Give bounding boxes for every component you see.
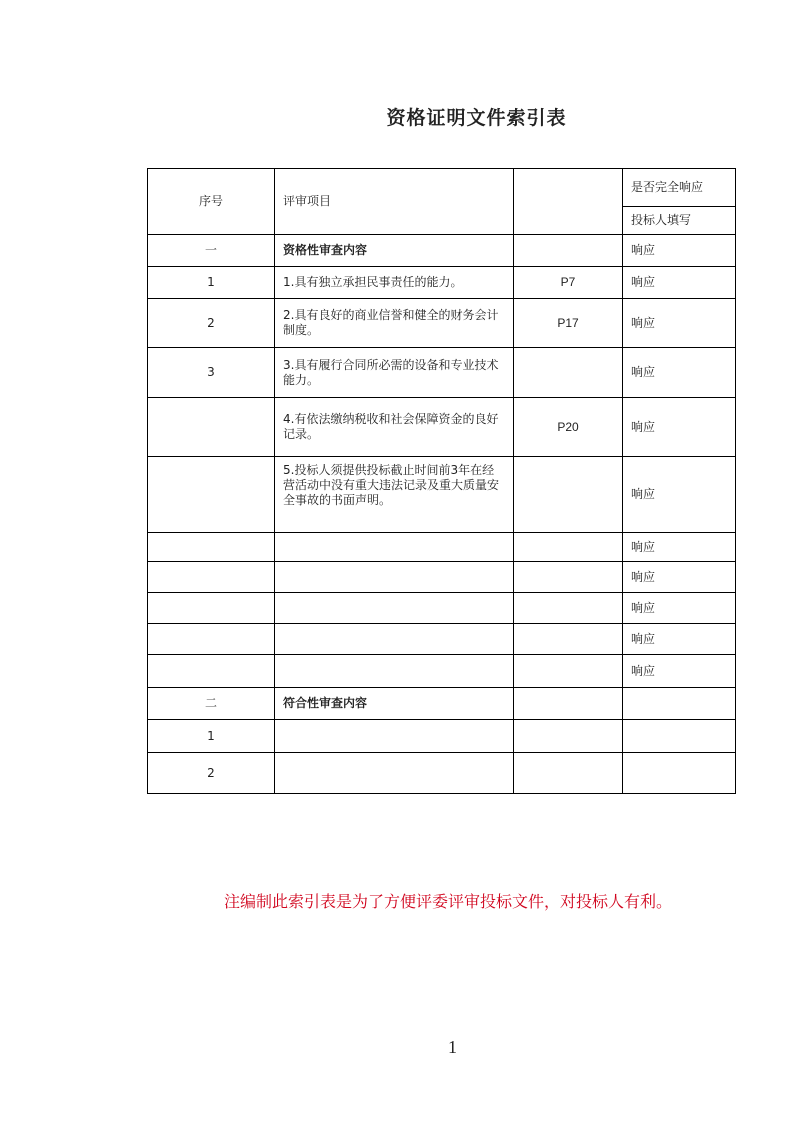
table-row	[148, 398, 736, 457]
section-seq: 一	[148, 235, 275, 267]
row-response: 响应	[623, 593, 736, 624]
section-row	[148, 235, 736, 267]
row-seq	[148, 533, 275, 562]
section-response	[623, 688, 736, 720]
row-page	[514, 624, 623, 655]
row-response: 响应	[623, 299, 736, 348]
row-seq: 1	[148, 720, 275, 753]
table-row	[148, 753, 736, 794]
row-item: 5.投标人须提供投标截止时间前3年在经营活动中没有重大违法记录及重大质量安全事故的书面声明。	[275, 457, 514, 533]
footnote: 注编制此索引表是为了方便评委评审投标文件，对投标人有利。	[224, 892, 673, 911]
row-response: 响应	[623, 398, 736, 457]
section-row	[148, 688, 736, 720]
row-seq: 2	[148, 753, 275, 794]
row-seq	[148, 457, 275, 533]
row-response: 响应	[623, 533, 736, 562]
row-page	[514, 457, 623, 533]
row-page: P7	[514, 267, 623, 299]
table-row	[148, 593, 736, 624]
row-response: 响应	[623, 562, 736, 593]
row-seq: 2	[148, 299, 275, 348]
header-row	[148, 169, 736, 207]
row-seq: 3	[148, 348, 275, 398]
row-seq	[148, 398, 275, 457]
row-item: 3.具有履行合同所必需的设备和专业技术能力。	[275, 348, 514, 398]
header-seq: 序号	[148, 169, 275, 235]
row-response: 响应	[623, 267, 736, 299]
table-row	[148, 562, 736, 593]
section-label: 资格性审查内容	[275, 235, 514, 267]
row-page	[514, 720, 623, 753]
table-row	[148, 624, 736, 655]
row-item	[275, 533, 514, 562]
section-seq: 二	[148, 688, 275, 720]
page-number: 1	[448, 1037, 457, 1057]
section-response: 响应	[623, 235, 736, 267]
row-response: 响应	[623, 457, 736, 533]
row-item: 4.有依法缴纳税收和社会保障资金的良好记录。	[275, 398, 514, 457]
row-seq: 1	[148, 267, 275, 299]
row-item: 2.具有良好的商业信誉和健全的财务会计制度。	[275, 299, 514, 348]
section-page	[514, 235, 623, 267]
row-item	[275, 593, 514, 624]
row-response: 响应	[623, 624, 736, 655]
section-page	[514, 688, 623, 720]
row-item	[275, 655, 514, 688]
row-item	[275, 562, 514, 593]
header-item: 评审项目	[275, 169, 514, 235]
header-response-bottom: 投标人填写	[623, 207, 736, 235]
header-page	[514, 169, 623, 235]
table-row	[148, 348, 736, 398]
table-row	[148, 267, 736, 299]
index-table	[147, 168, 736, 794]
document-title: 资格证明文件索引表	[386, 107, 567, 129]
row-seq	[148, 562, 275, 593]
row-seq	[148, 593, 275, 624]
row-page: P20	[514, 398, 623, 457]
row-seq	[148, 655, 275, 688]
header-response-top: 是否完全响应	[623, 169, 736, 207]
row-page	[514, 562, 623, 593]
row-item	[275, 753, 514, 794]
row-page	[514, 348, 623, 398]
table-row	[148, 299, 736, 348]
row-page	[514, 533, 623, 562]
row-item	[275, 624, 514, 655]
row-response: 响应	[623, 655, 736, 688]
row-seq	[148, 624, 275, 655]
row-page: P17	[514, 299, 623, 348]
table-row	[148, 720, 736, 753]
row-page	[514, 753, 623, 794]
row-item	[275, 720, 514, 753]
table-row	[148, 655, 736, 688]
table-row	[148, 533, 736, 562]
row-page	[514, 593, 623, 624]
row-item: 1.具有独立承担民事责任的能力。	[275, 267, 514, 299]
row-response	[623, 753, 736, 794]
row-response: 响应	[623, 348, 736, 398]
row-page	[514, 655, 623, 688]
row-response	[623, 720, 736, 753]
section-label: 符合性审查内容	[275, 688, 514, 720]
table-row	[148, 457, 736, 533]
